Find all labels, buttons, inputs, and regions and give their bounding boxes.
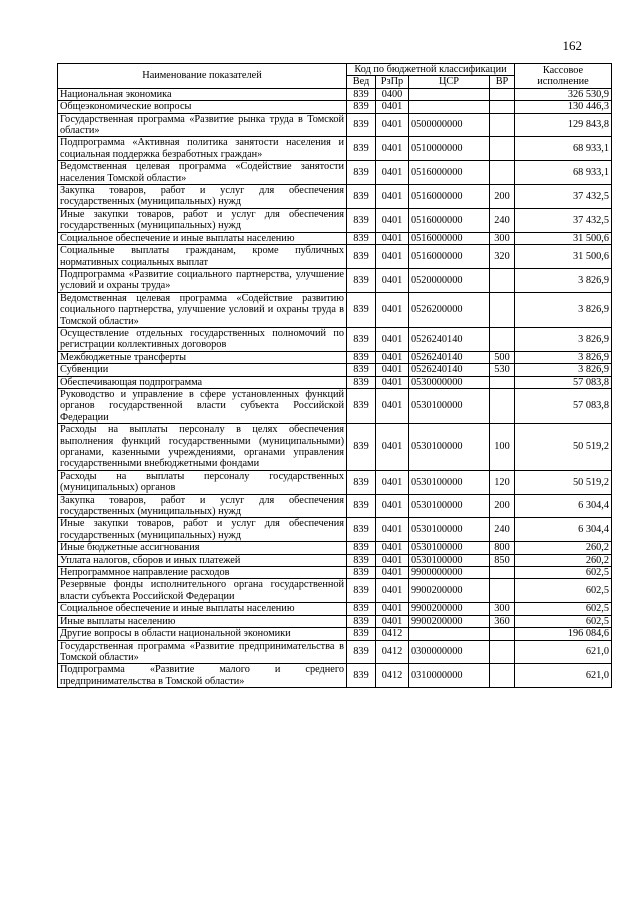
row-rzpr: 0401 — [376, 232, 409, 244]
header-ved: Вед — [347, 76, 376, 88]
row-csr: 0530100000 — [409, 424, 490, 471]
row-csr: 0526240140 — [409, 364, 490, 376]
row-vr — [490, 268, 515, 292]
table-row — [58, 208, 612, 232]
row-ved: 839 — [347, 232, 376, 244]
row-ved: 839 — [347, 640, 376, 664]
header-rzpr: РзПр — [376, 76, 409, 88]
row-name: Осуществление отдельных государственных полномочий по регистрации коллективных договоров — [58, 327, 347, 351]
row-name: Расходы на выплаты персоналу государственных (муниципальных) органов — [58, 470, 347, 494]
row-rzpr: 0401 — [376, 161, 409, 185]
row-csr: 0530000000 — [409, 376, 490, 388]
row-csr: 9900200000 — [409, 579, 490, 603]
row-vr — [490, 137, 515, 161]
row-sum: 130 446,3 — [515, 101, 612, 113]
row-ved: 839 — [347, 292, 376, 327]
row-name: Социальное обеспечение и иные выплаты населению — [58, 603, 347, 615]
row-ved: 839 — [347, 664, 376, 688]
table-row — [58, 292, 612, 327]
row-csr — [409, 101, 490, 113]
row-name: Иные закупки товаров, работ и услуг для обеспечения государственных (муниципальных) нужд — [58, 208, 347, 232]
row-rzpr: 0401 — [376, 292, 409, 327]
row-sum: 602,5 — [515, 615, 612, 627]
header-vr: ВР — [490, 76, 515, 88]
table-row — [58, 542, 612, 554]
row-name: Государственная программа «Развитие рынка труда в Томской области» — [58, 113, 347, 137]
row-rzpr: 0401 — [376, 615, 409, 627]
row-sum: 57 083,8 — [515, 376, 612, 388]
row-csr: 0300000000 — [409, 640, 490, 664]
row-vr — [490, 579, 515, 603]
row-sum: 3 826,9 — [515, 364, 612, 376]
row-name: Другие вопросы в области национальной экономики — [58, 628, 347, 640]
row-csr: 0530100000 — [409, 518, 490, 542]
row-ved: 839 — [347, 542, 376, 554]
row-vr: 200 — [490, 494, 515, 518]
row-csr: 0526200000 — [409, 292, 490, 327]
row-ved: 839 — [347, 579, 376, 603]
row-sum: 260,2 — [515, 554, 612, 566]
row-name: Иные бюджетные ассигнования — [58, 542, 347, 554]
row-name: Иные закупки товаров, работ и услуг для обеспечения государственных (муниципальных) нужд — [58, 518, 347, 542]
row-rzpr: 0412 — [376, 640, 409, 664]
row-sum: 50 519,2 — [515, 424, 612, 471]
row-vr: 300 — [490, 603, 515, 615]
row-sum: 326 530,9 — [515, 88, 612, 100]
row-csr: 0310000000 — [409, 664, 490, 688]
table-row — [58, 603, 612, 615]
row-rzpr: 0401 — [376, 101, 409, 113]
row-csr: 0510000000 — [409, 137, 490, 161]
row-sum: 37 432,5 — [515, 185, 612, 209]
row-ved: 839 — [347, 185, 376, 209]
row-csr: 0516000000 — [409, 245, 490, 269]
row-vr: 360 — [490, 615, 515, 627]
table-row — [58, 364, 612, 376]
table-body — [58, 88, 612, 687]
table-row — [58, 113, 612, 137]
row-name: Уплата налогов, сборов и иных платежей — [58, 554, 347, 566]
row-ved: 839 — [347, 376, 376, 388]
row-csr: 0516000000 — [409, 208, 490, 232]
row-vr — [490, 101, 515, 113]
row-ved: 839 — [347, 554, 376, 566]
row-name: Расходы на выплаты персоналу в целях обеспечения выполнения функций государственными (муниципальными) органами, казенными учреждениями, органами управления государственными внебюджетными фондами — [58, 424, 347, 471]
row-ved: 839 — [347, 518, 376, 542]
row-name: Подпрограмма «Развитие малого и среднего предпринимательства в Томской области» — [58, 664, 347, 688]
row-rzpr: 0401 — [376, 364, 409, 376]
row-ved: 839 — [347, 161, 376, 185]
row-sum: 3 826,9 — [515, 268, 612, 292]
row-csr: 0516000000 — [409, 232, 490, 244]
table-row — [58, 567, 612, 579]
table-row — [58, 579, 612, 603]
row-vr: 300 — [490, 232, 515, 244]
table-row — [58, 88, 612, 100]
row-csr: 0526240140 — [409, 351, 490, 363]
table-header — [58, 64, 612, 89]
row-ved: 839 — [347, 268, 376, 292]
row-sum: 196 084,6 — [515, 628, 612, 640]
row-vr — [490, 113, 515, 137]
row-name: Общеэкономические вопросы — [58, 101, 347, 113]
row-ved: 839 — [347, 603, 376, 615]
table-row — [58, 388, 612, 423]
budget-table — [57, 63, 612, 688]
row-rzpr: 0401 — [376, 376, 409, 388]
row-vr: 100 — [490, 424, 515, 471]
row-vr — [490, 664, 515, 688]
header-sum: Кассовое исполнение — [515, 64, 612, 89]
table-row — [58, 615, 612, 627]
row-ved: 839 — [347, 567, 376, 579]
row-name: Руководство и управление в сфере установленных функций органов государственной власти субъекта Российской Федерации — [58, 388, 347, 423]
row-csr: 0530100000 — [409, 494, 490, 518]
row-name: Иные выплаты населению — [58, 615, 347, 627]
table-row — [58, 185, 612, 209]
row-vr — [490, 327, 515, 351]
row-csr: 0520000000 — [409, 268, 490, 292]
row-ved: 839 — [347, 208, 376, 232]
table-row — [58, 640, 612, 664]
row-vr — [490, 388, 515, 423]
row-vr: 320 — [490, 245, 515, 269]
row-ved: 839 — [347, 470, 376, 494]
row-rzpr: 0401 — [376, 579, 409, 603]
row-vr — [490, 567, 515, 579]
row-rzpr: 0401 — [376, 137, 409, 161]
row-name: Обеспечивающая подпрограмма — [58, 376, 347, 388]
table-row — [58, 245, 612, 269]
row-csr: 0530100000 — [409, 388, 490, 423]
row-vr — [490, 628, 515, 640]
row-rzpr: 0401 — [376, 542, 409, 554]
row-rzpr: 0401 — [376, 567, 409, 579]
table-row — [58, 137, 612, 161]
row-sum: 602,5 — [515, 603, 612, 615]
row-rzpr: 0401 — [376, 268, 409, 292]
row-sum: 50 519,2 — [515, 470, 612, 494]
row-sum: 3 826,9 — [515, 351, 612, 363]
row-rzpr: 0401 — [376, 518, 409, 542]
row-sum: 602,5 — [515, 567, 612, 579]
row-vr: 240 — [490, 518, 515, 542]
header-code-group: Код по бюджетной классификации — [347, 64, 515, 76]
row-vr — [490, 640, 515, 664]
table-row — [58, 424, 612, 471]
row-name: Межбюджетные трансферты — [58, 351, 347, 363]
table-row — [58, 494, 612, 518]
row-rzpr: 0401 — [376, 424, 409, 471]
row-vr — [490, 161, 515, 185]
table-row — [58, 232, 612, 244]
row-ved: 839 — [347, 388, 376, 423]
row-sum: 3 826,9 — [515, 292, 612, 327]
table-row — [58, 101, 612, 113]
table-row — [58, 351, 612, 363]
row-vr: 200 — [490, 185, 515, 209]
row-rzpr: 0401 — [376, 603, 409, 615]
row-name: Непрограммное направление расходов — [58, 567, 347, 579]
row-rzpr: 0401 — [376, 113, 409, 137]
row-rzpr: 0400 — [376, 88, 409, 100]
row-vr: 530 — [490, 364, 515, 376]
row-ved: 839 — [347, 494, 376, 518]
row-vr: 850 — [490, 554, 515, 566]
row-rzpr: 0401 — [376, 327, 409, 351]
table-row — [58, 470, 612, 494]
row-name: Ведомственная целевая программа «Содействие развитию социального партнерства, улучшение условий и охраны труда в Томской области» — [58, 292, 347, 327]
row-vr — [490, 376, 515, 388]
header-name: Наименование показателей — [58, 64, 347, 89]
table-row — [58, 268, 612, 292]
row-vr: 120 — [490, 470, 515, 494]
row-rzpr: 0401 — [376, 245, 409, 269]
row-csr: 0530100000 — [409, 554, 490, 566]
row-csr — [409, 88, 490, 100]
row-csr: 0516000000 — [409, 185, 490, 209]
row-ved: 839 — [347, 245, 376, 269]
row-ved: 839 — [347, 327, 376, 351]
row-ved: 839 — [347, 364, 376, 376]
row-vr: 800 — [490, 542, 515, 554]
row-sum: 31 500,6 — [515, 232, 612, 244]
row-vr: 240 — [490, 208, 515, 232]
table-row — [58, 518, 612, 542]
row-sum: 31 500,6 — [515, 245, 612, 269]
row-rzpr: 0401 — [376, 470, 409, 494]
row-sum: 621,0 — [515, 640, 612, 664]
row-name: Закупка товаров, работ и услуг для обеспечения государственных (муниципальных) нужд — [58, 494, 347, 518]
row-csr: 9900000000 — [409, 567, 490, 579]
row-csr: 0526240140 — [409, 327, 490, 351]
row-vr: 500 — [490, 351, 515, 363]
row-name: Закупка товаров, работ и услуг для обеспечения государственных (муниципальных) нужд — [58, 185, 347, 209]
row-vr — [490, 88, 515, 100]
table-row — [58, 554, 612, 566]
row-name: Национальная экономика — [58, 88, 347, 100]
table-row — [58, 664, 612, 688]
row-sum: 6 304,4 — [515, 494, 612, 518]
row-sum: 6 304,4 — [515, 518, 612, 542]
table-row — [58, 327, 612, 351]
row-csr: 9900200000 — [409, 615, 490, 627]
row-sum: 3 826,9 — [515, 327, 612, 351]
row-csr: 0500000000 — [409, 113, 490, 137]
row-name: Социальные выплаты гражданам, кроме публичных нормативных социальных выплат — [58, 245, 347, 269]
row-name: Подпрограмма «Активная политика занятости населения и социальная поддержка безработных граждан» — [58, 137, 347, 161]
row-csr: 0530100000 — [409, 470, 490, 494]
row-sum: 260,2 — [515, 542, 612, 554]
row-name: Резервные фонды исполнительного органа государственной власти субъекта Российской Федерации — [58, 579, 347, 603]
row-ved: 839 — [347, 88, 376, 100]
row-name: Социальное обеспечение и иные выплаты населению — [58, 232, 347, 244]
row-csr: 0516000000 — [409, 161, 490, 185]
row-sum: 68 933,1 — [515, 161, 612, 185]
row-name: Подпрограмма «Развитие социального партнерства, улучшение условий и охраны труда» — [58, 268, 347, 292]
table-row — [58, 628, 612, 640]
row-rzpr: 0401 — [376, 185, 409, 209]
row-ved: 839 — [347, 424, 376, 471]
page-number: 162 — [562, 38, 582, 53]
table-row — [58, 376, 612, 388]
row-name: Государственная программа «Развитие предпринимательства в Томской области» — [58, 640, 347, 664]
row-csr — [409, 628, 490, 640]
row-ved: 839 — [347, 351, 376, 363]
row-csr: 9900200000 — [409, 603, 490, 615]
row-sum: 68 933,1 — [515, 137, 612, 161]
header-csr: ЦСР — [409, 76, 490, 88]
row-sum: 602,5 — [515, 579, 612, 603]
row-rzpr: 0401 — [376, 351, 409, 363]
row-ved: 839 — [347, 101, 376, 113]
row-ved: 839 — [347, 137, 376, 161]
row-rzpr: 0412 — [376, 628, 409, 640]
row-rzpr: 0401 — [376, 208, 409, 232]
row-name: Ведомственная целевая программа «Содействие занятости населения Томской области» — [58, 161, 347, 185]
row-rzpr: 0401 — [376, 494, 409, 518]
row-sum: 57 083,8 — [515, 388, 612, 423]
row-csr: 0530100000 — [409, 542, 490, 554]
row-ved: 839 — [347, 113, 376, 137]
row-rzpr: 0401 — [376, 554, 409, 566]
row-sum: 621,0 — [515, 664, 612, 688]
row-vr — [490, 292, 515, 327]
row-rzpr: 0412 — [376, 664, 409, 688]
row-ved: 839 — [347, 615, 376, 627]
row-ved: 839 — [347, 628, 376, 640]
row-name: Субвенции — [58, 364, 347, 376]
row-sum: 37 432,5 — [515, 208, 612, 232]
row-sum: 129 843,8 — [515, 113, 612, 137]
row-rzpr: 0401 — [376, 388, 409, 423]
table-row — [58, 161, 612, 185]
